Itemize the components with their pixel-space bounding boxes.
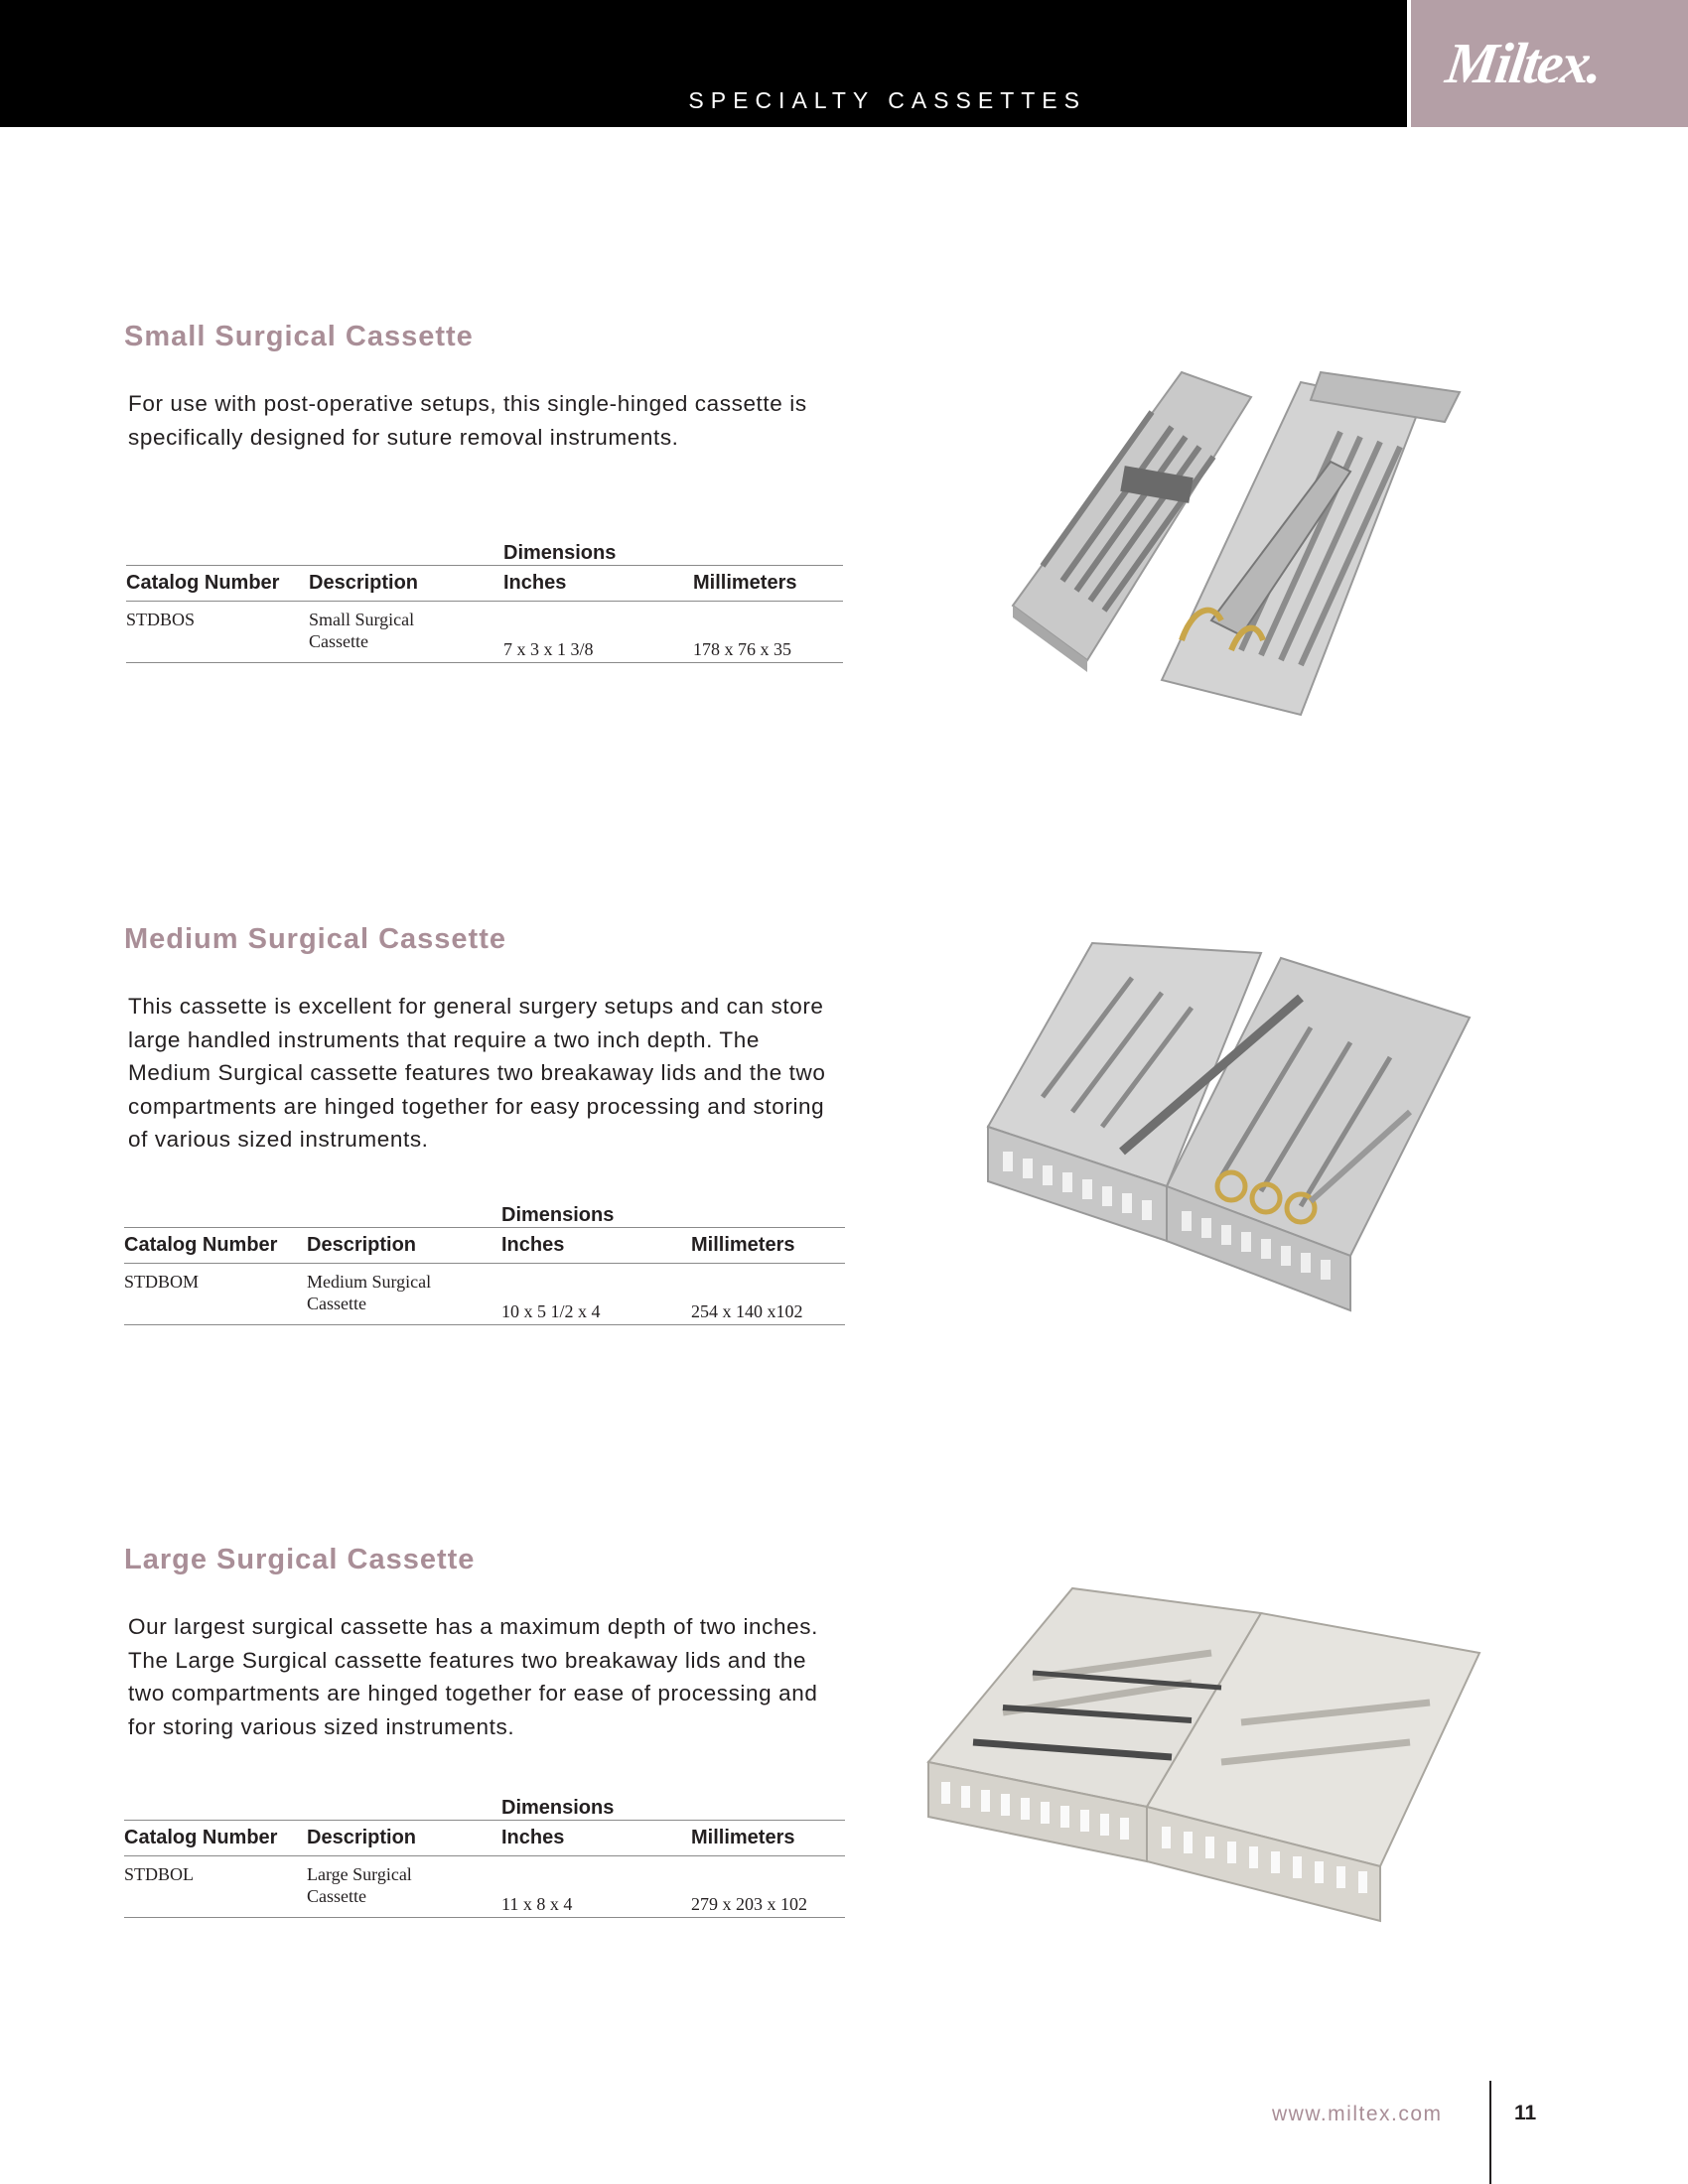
col-inches: Inches (501, 1228, 691, 1264)
dimension-inches: 10 x 5 1/2 x 4 (501, 1264, 691, 1325)
product-title: Medium Surgical Cassette (124, 923, 506, 955)
col-catalog-number: Catalog Number (126, 566, 309, 602)
col-description: Description (307, 1228, 501, 1264)
col-inches: Inches (503, 566, 693, 602)
spec-table-large (124, 1784, 845, 1918)
dimension-millimeters: 254 x 140 x102 (691, 1264, 845, 1325)
product-medium-cassette (124, 923, 849, 1157)
catalog-number: STDBOM (124, 1264, 307, 1325)
footer-url[interactable]: www.miltex.com (1272, 2103, 1443, 2125)
dimension-inches: 11 x 8 x 4 (501, 1856, 691, 1918)
item-description: Medium Surgical Cassette (307, 1264, 501, 1325)
product-small-cassette (124, 321, 849, 454)
catalog-number: STDBOL (124, 1856, 307, 1918)
item-description: Large Surgical Cassette (307, 1856, 501, 1918)
table-row (124, 1856, 845, 1918)
col-inches: Inches (501, 1821, 691, 1856)
spec-table-small (126, 529, 843, 663)
product-description: Our largest surgical cassette has a maximum depth of two inches. The Large Surgical cassette features two breakaway lids and the two compartments are hinged together for ease of processing and for storing various sized instruments. (128, 1614, 818, 1739)
brand-logo: Miltex. (1442, 31, 1606, 95)
product-large-cassette (124, 1544, 849, 1743)
product-description: For use with post-operative setups, this single-hinged cassette is specifically designed for suture removal instruments. (128, 391, 807, 450)
table-row (126, 602, 843, 663)
small-cassette-photo (1003, 352, 1470, 720)
col-millimeters: Millimeters (691, 1821, 845, 1856)
col-millimeters: Millimeters (693, 566, 843, 602)
section-label: SPECIALTY CASSETTES (688, 87, 1086, 113)
medium-cassette-photo (983, 938, 1479, 1315)
header-bar (0, 0, 1407, 127)
col-description: Description (309, 566, 503, 602)
large-cassette-photo (923, 1583, 1489, 1926)
dimension-millimeters: 178 x 76 x 35 (693, 602, 843, 663)
col-catalog-number: Catalog Number (124, 1228, 307, 1264)
dimension-millimeters: 279 x 203 x 102 (691, 1856, 845, 1918)
page-number: 11 (1514, 2102, 1537, 2124)
dimensions-header: Dimensions (503, 542, 617, 564)
spec-table-medium (124, 1191, 845, 1325)
dimension-inches: 7 x 3 x 1 3/8 (503, 602, 693, 663)
dimensions-header: Dimensions (501, 1797, 615, 1819)
brand-logo-box (1411, 0, 1688, 127)
table-row (124, 1264, 845, 1325)
col-millimeters: Millimeters (691, 1228, 845, 1264)
product-description: This cassette is excellent for general surgery setups and can store large handled instruments that require a two inch depth. The Medium Surgical cassette features two breakaway lids and the two compartments are hinged together for easy processing and storing of various sized instruments. (128, 994, 826, 1152)
item-description: Small Surgical Cassette (309, 602, 503, 663)
dimensions-header: Dimensions (501, 1204, 615, 1226)
product-title: Large Surgical Cassette (124, 1544, 476, 1575)
col-description: Description (307, 1821, 501, 1856)
col-catalog-number: Catalog Number (124, 1821, 307, 1856)
catalog-number: STDBOS (126, 602, 309, 663)
footer-divider (1489, 2081, 1491, 2184)
product-title: Small Surgical Cassette (124, 321, 474, 352)
